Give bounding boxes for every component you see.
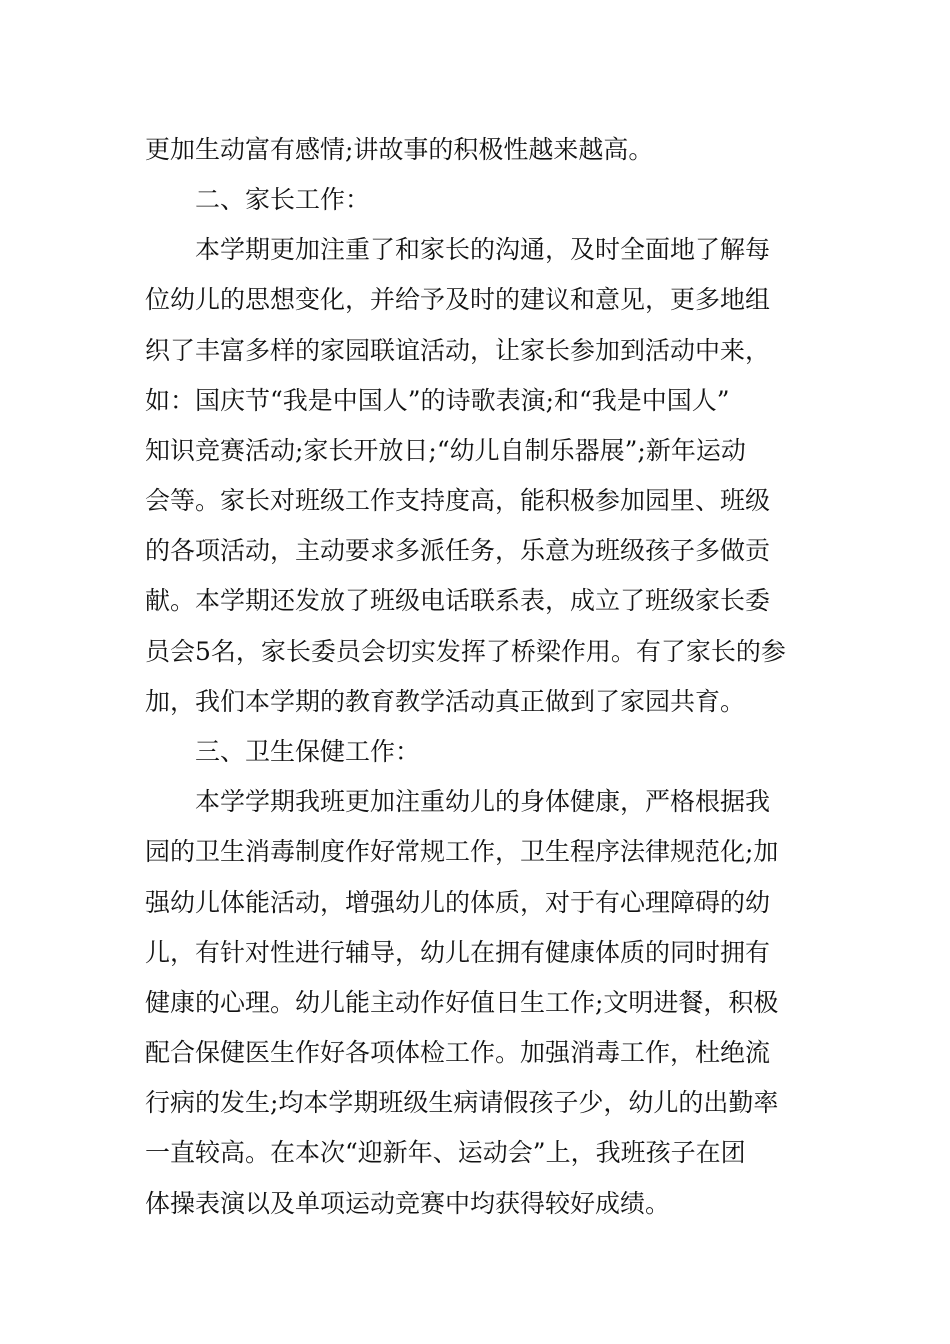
text-line: 知识竞赛活动;家长开放日;“幼儿自制乐器展”;新年运动	[145, 436, 746, 465]
text-line: 的各项活动，主动要求多派任务，乐意为班级孩子多做贡	[145, 536, 771, 565]
text-line: 更加生动富有感情;讲故事的积极性越来越高。	[145, 135, 654, 164]
text-line: 行病的发生;均本学期班级生病请假孩子少，幼儿的出勤率	[145, 1088, 779, 1117]
text-line: 配合保健医生作好各项体检工作。加强消毒工作，杜绝流	[145, 1038, 771, 1067]
section-heading-health-work: 三、卫生保健工作：	[195, 737, 421, 766]
text-line: 园的卫生消毒制度作好常规工作，卫生程序法律规范化;加	[145, 837, 779, 866]
text-line: 强幼儿体能活动，增强幼儿的体质，对于有心理障碍的幼	[145, 888, 771, 917]
text-line: 体操表演以及单项运动竞赛中均获得较好成绩。	[145, 1189, 671, 1218]
text-line: 献。本学期还发放了班级电话联系表，成立了班级家长委	[145, 586, 771, 615]
text-line: 加，我们本学期的教育教学活动真正做到了家园共育。	[145, 687, 746, 716]
text-line: 会等。家长对班级工作支持度高，能积极参加园里、班级	[145, 486, 771, 515]
text-line: 织了丰富多样的家园联谊活动，让家长参加到活动中来，	[145, 336, 771, 365]
text-line: 本学期更加注重了和家长的沟通，及时全面地了解每	[195, 235, 771, 264]
section-heading-parent-work: 二、家长工作：	[195, 185, 371, 214]
text-line: 一直较高。在本次“迎新年、运动会”上，我班孩子在团	[145, 1138, 746, 1167]
text-line: 健康的心理。幼儿能主动作好值日生工作;文明进餐，积极	[145, 988, 779, 1017]
text-line: 儿，有针对性进行辅导，幼儿在拥有健康体质的同时拥有	[145, 938, 771, 967]
text-line: 如：国庆节“我是中国人”的诗歌表演;和“我是中国人”	[145, 386, 730, 415]
text-line: 位幼儿的思想变化，并给予及时的建议和意见，更多地组	[145, 285, 771, 314]
text-line: 员会5名，家长委员会切实发挥了桥梁作用。有了家长的参	[145, 637, 786, 666]
text-line: 本学学期我班更加注重幼儿的身体健康，严格根据我	[195, 787, 771, 816]
